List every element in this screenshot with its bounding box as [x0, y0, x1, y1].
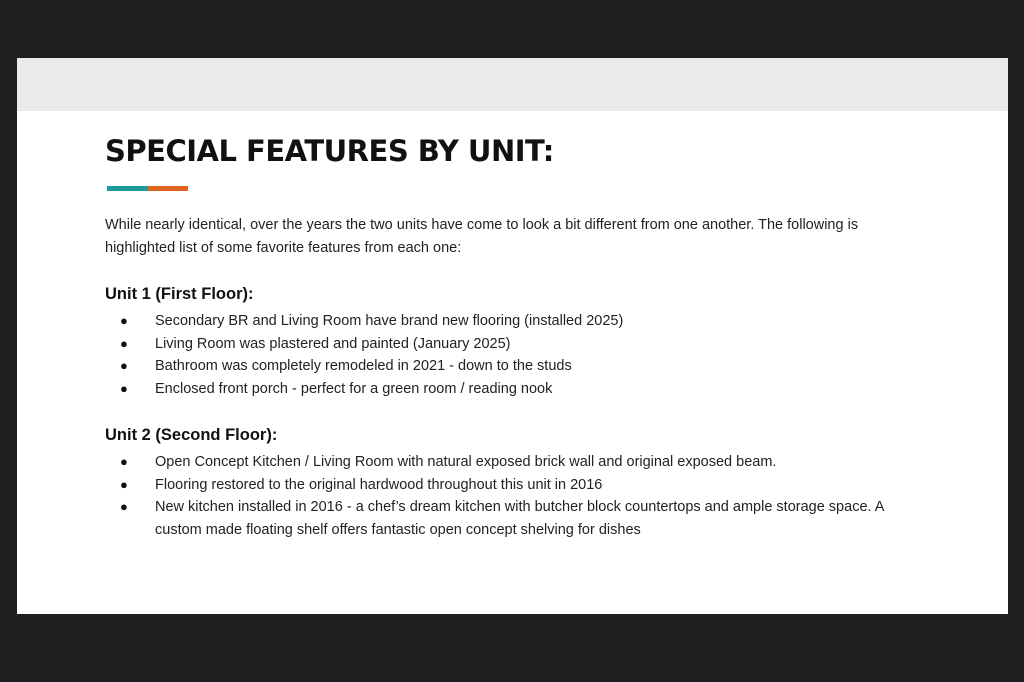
list-item	[17, 474, 925, 497]
slide	[17, 58, 1008, 614]
title-accent-bar	[107, 186, 188, 191]
slide-title: SPECIAL FEATURES BY UNIT:	[105, 134, 554, 168]
list-item	[17, 378, 925, 401]
list-item	[17, 496, 925, 541]
accent-bar-orange	[148, 186, 188, 191]
bullet-icon: ●	[120, 358, 128, 373]
feature-text: Open Concept Kitchen / Living Room with natural exposed brick wall and original exposed beam.	[155, 454, 777, 470]
list-item	[17, 355, 925, 378]
feature-text: New kitchen installed in 2016 - a chef’s dream kitchen with butcher block countertops and ample storage space. A custom made floating shelf offers fantastic open concept shelving for dishes	[155, 499, 884, 538]
bullet-icon: ●	[120, 380, 128, 396]
unit-2-heading: Unit 2 (Second Floor):	[105, 426, 278, 444]
unit-2-feature-list	[17, 451, 1008, 541]
feature-text: Living Room was plastered and painted (January 2025)	[155, 335, 511, 352]
accent-bar-teal	[107, 186, 148, 191]
bullet-icon: ●	[120, 313, 128, 328]
feature-text: Bathroom was completely remodeled in 2021 - down to the studs	[155, 358, 572, 374]
bullet-icon: ●	[120, 454, 128, 469]
feature-text: Flooring restored to the original hardwood throughout this unit in 2016	[155, 476, 603, 493]
unit-1-heading: Unit 1 (First Floor):	[105, 285, 254, 303]
bullet-icon: ●	[120, 476, 128, 492]
bullet-icon: ●	[120, 335, 128, 351]
unit-1-feature-list	[17, 310, 1008, 400]
intro-paragraph: While nearly identical, over the years the two units have come to look a bit different from one another. The following is highlighted list of some favorite features from each one:	[105, 217, 859, 256]
list-item	[17, 333, 925, 356]
feature-text: Enclosed front porch - perfect for a green room / reading nook	[155, 380, 553, 397]
feature-text: Secondary BR and Living Room have brand new flooring (installed 2025)	[155, 313, 624, 329]
bullet-icon: ●	[120, 499, 128, 514]
list-item	[17, 310, 925, 333]
slide-header-band	[17, 58, 1008, 111]
list-item	[17, 451, 925, 474]
